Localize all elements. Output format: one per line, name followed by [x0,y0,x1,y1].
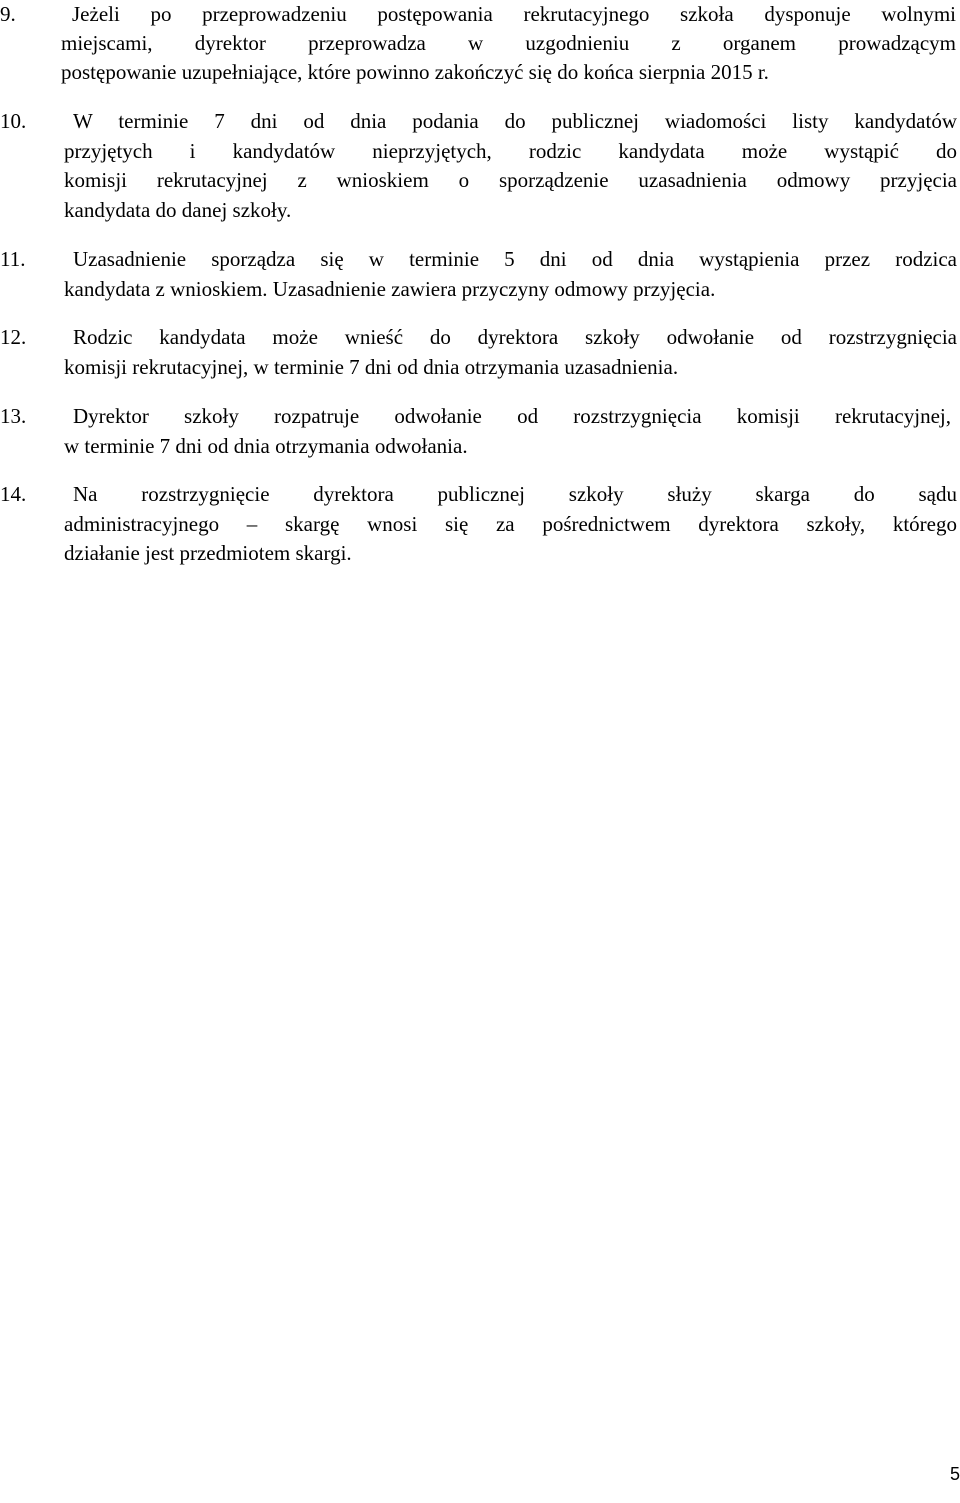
item-text-line: miejscami, dyrektor przeprowadza w uzgodnieniu z organem prowadzącym [61,31,956,55]
item-number: 12. [0,325,27,349]
item-text-line: Uzasadnienie sporządza się w terminie 5 dni od dnia wystąpienia przez rodzica [73,247,957,271]
item-number: 10. [0,109,27,133]
item-number: 14. [0,482,27,506]
item-text-line: w terminie 7 dni od dnia otrzymania odwołania. [64,434,468,458]
item-text-line: komisji rekrutacyjnej, w terminie 7 dni od dnia otrzymania uzasadnienia. [64,355,679,379]
item-text-line: przyjętych i kandydatów nieprzyjętych, rodzic kandydata może wystąpić do [64,139,957,163]
item-number: 13. [0,404,27,428]
item-text-line: kandydata z wnioskiem. Uzasadnienie zawiera przyczyny odmowy przyjęcia. [64,277,716,301]
item-text-line: kandydata do danej szkoły. [64,198,292,222]
item-text-line: działanie jest przedmiotem skargi. [64,541,352,565]
item-text-line: komisji rekrutacyjnej z wnioskiem o sporządzenie uzasadnienia odmowy przyjęcia [64,168,957,192]
item-text-line: administracyjnego – skargę wnosi się za pośrednictwem dyrektora szkoły, którego [64,512,957,536]
item-text-line: postępowanie uzupełniające, które powinno zakończyć się do końca sierpnia 2015 r. [61,60,769,84]
item-text-line: W terminie 7 dni od dnia podania do publicznej wiadomości listy kandydatów [73,109,957,133]
item-text-line: Dyrektor szkoły rozpatruje odwołanie od rozstrzygnięcia komisji rekrutacyjnej, [73,404,951,428]
item-text-line: Rodzic kandydata może wnieść do dyrektora szkoły odwołanie od rozstrzygnięcia [73,325,957,349]
item-text-line: Jeżeli po przeprowadzeniu postępowania rekrutacyjnego szkoła dysponuje wolnymi [72,2,956,26]
item-number: 11. [0,247,26,271]
page-number: 5 [949,1464,960,1484]
item-number: 9. [0,2,16,26]
item-text-line: Na rozstrzygnięcie dyrektora publicznej szkoły służy skarga do sądu [73,482,957,506]
